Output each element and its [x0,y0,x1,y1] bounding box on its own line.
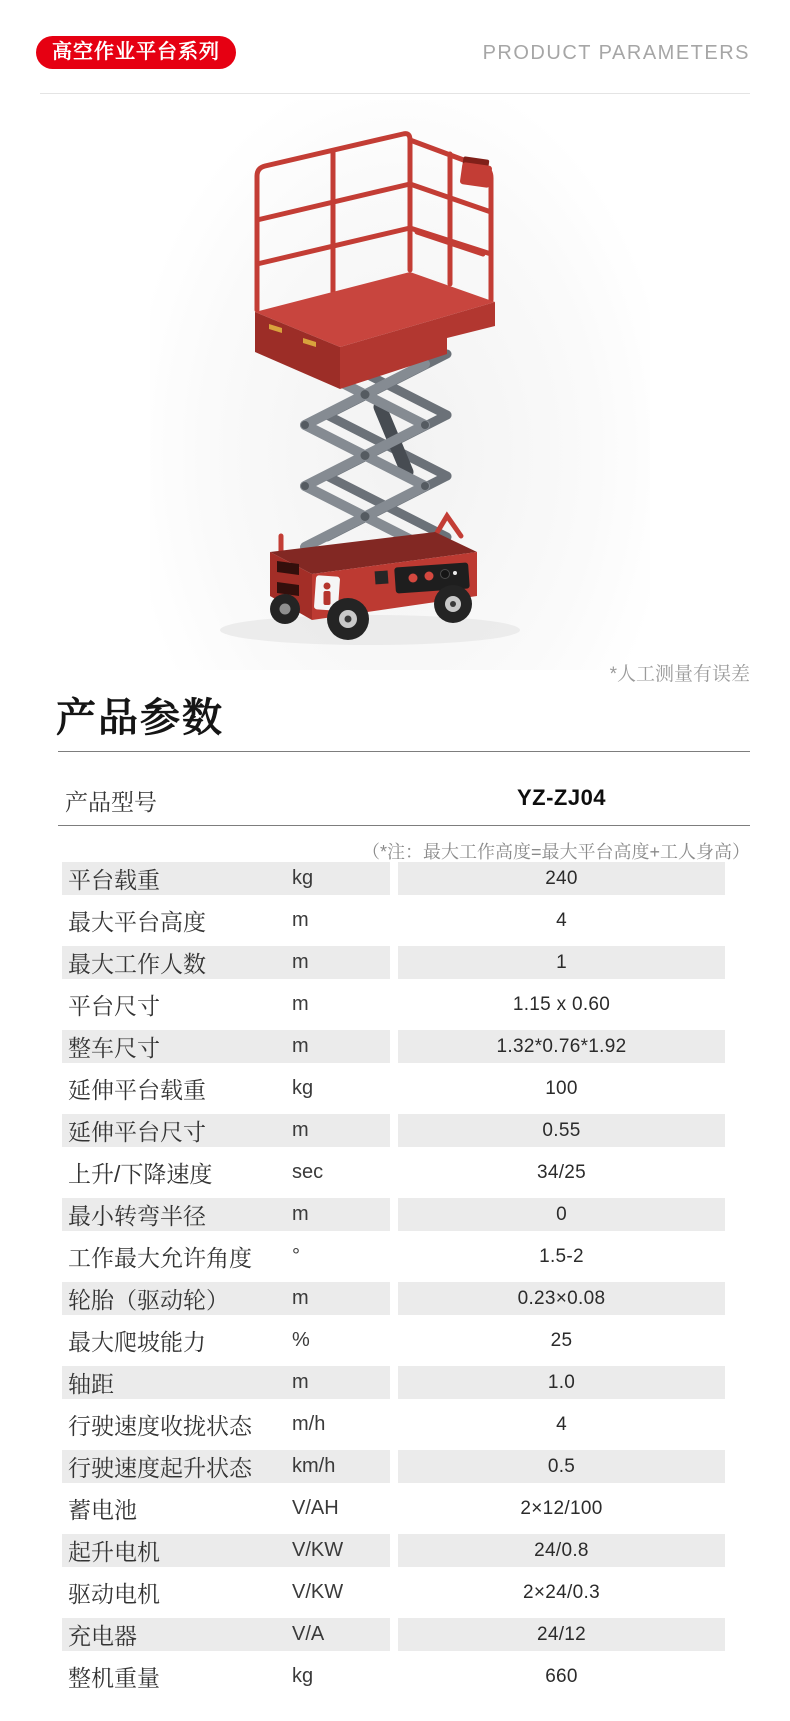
row-value-cell [398,988,725,1021]
row-label: 起升电机 [68,1539,160,1565]
row-value: 0.23×0.08 [517,1287,606,1309]
row-unit: m [292,909,309,931]
row-label: 充电器 [68,1623,137,1649]
row-label: 行驶速度收拢状态 [68,1413,252,1439]
row-unit: kg [292,867,314,889]
row-label-cell [62,904,390,937]
row-label: 平台载重 [68,867,160,893]
row-unit: m [292,1287,309,1309]
row-value-cell [398,1534,725,1567]
row-label: 最小转弯半径 [68,1203,206,1229]
row-label: 行驶速度起升状态 [68,1455,252,1481]
table-row [62,1576,725,1609]
table-row [62,1618,725,1651]
row-value: 25 [550,1329,573,1351]
row-unit: kg [292,1665,314,1687]
row-unit: m/h [292,1413,326,1435]
section-divider [58,751,750,752]
platform-deck [255,272,495,389]
row-value-cell [398,904,725,937]
row-value: 0 [556,1203,567,1225]
table-row [62,1072,725,1105]
row-value: 2×24/0.3 [523,1581,600,1603]
row-unit: V/AH [292,1497,339,1519]
row-value: 240 [545,867,578,889]
row-value: 24/12 [536,1623,587,1645]
row-value-cell [398,1450,725,1483]
row-unit: ° [292,1245,300,1267]
row-label-cell [62,1660,390,1693]
row-label: 延伸平台载重 [68,1077,206,1103]
table-row [62,1408,725,1441]
row-unit: m [292,993,309,1015]
row-value-cell [398,1198,725,1231]
row-label-cell [62,1618,390,1651]
header-divider [40,93,750,94]
row-value: 2×12/100 [520,1497,603,1519]
row-label: 整机重量 [68,1665,160,1691]
row-value: 1.5-2 [539,1245,584,1267]
table-row [62,1282,725,1315]
table-row [62,1114,725,1147]
row-label-cell [62,1324,390,1357]
row-label-cell [62,1450,390,1483]
table-row [62,946,725,979]
header-english-title: PRODUCT PARAMETERS [482,42,750,64]
row-value-cell [398,1072,725,1105]
model-value: YZ-ZJ04 [516,785,607,810]
row-value: 4 [556,1413,567,1435]
table-row [62,1240,725,1273]
row-value: 0.55 [542,1119,581,1141]
table-row [62,1156,725,1189]
row-unit: m [292,1119,309,1141]
row-value: 34/25 [536,1161,587,1183]
row-unit: V/KW [292,1539,344,1561]
row-label: 驱动电机 [68,1581,160,1607]
row-value-cell [398,1030,725,1063]
row-unit: m [292,1035,309,1057]
model-divider [58,825,750,826]
row-label-cell [62,1240,390,1273]
table-row [62,1366,725,1399]
row-value: 100 [545,1077,578,1099]
row-value-cell [398,946,725,979]
row-value-cell [398,1114,725,1147]
row-value-cell [398,1156,725,1189]
row-label: 平台尺寸 [68,993,160,1019]
row-value: 1.15 x 0.60 [512,993,611,1015]
row-value-cell [398,1660,725,1693]
row-label-cell [62,1534,390,1567]
row-label-cell [62,1114,390,1147]
row-value-cell [398,862,725,895]
row-unit: V/KW [292,1581,344,1603]
row-value: 1 [556,951,567,973]
row-label-cell [62,946,390,979]
row-label: 工作最大允许角度 [68,1245,252,1271]
table-note: （*注：最大工作高度=最大平台高度+工人身高） [361,842,750,862]
row-label-cell [62,1030,390,1063]
table-row [62,1534,725,1567]
row-label: 整车尺寸 [68,1035,160,1061]
row-label: 蓄电池 [68,1497,137,1523]
table-row [62,1450,725,1483]
row-label-cell [62,1198,390,1231]
row-label-cell [62,1408,390,1441]
row-unit: m [292,1371,309,1393]
table-row [62,1198,725,1231]
table-row [62,1030,725,1063]
row-label-cell [62,862,390,895]
row-label-cell [62,1492,390,1525]
row-unit: m [292,951,309,973]
row-value-cell [398,1618,725,1651]
row-label-cell [62,1282,390,1315]
row-unit: V/A [292,1623,325,1645]
control-box [460,156,493,188]
model-label: 产品型号 [65,789,157,815]
table-row [62,988,725,1021]
row-label-cell [62,988,390,1021]
row-value-cell [398,1492,725,1525]
row-value-cell [398,1240,725,1273]
row-value-cell [398,1366,725,1399]
row-value: 1.0 [547,1371,576,1393]
row-value-cell [398,1408,725,1441]
row-label: 轮胎（驱动轮） [68,1287,229,1313]
row-value: 0.5 [547,1455,576,1477]
row-label: 最大工作人数 [68,951,206,977]
row-value: 4 [556,909,567,931]
row-unit: m [292,1203,309,1225]
row-value: 660 [545,1665,578,1687]
table-row [62,1492,725,1525]
row-value-cell [398,1576,725,1609]
row-value-cell [398,1324,725,1357]
row-label-cell [62,1072,390,1105]
product-image [150,100,650,670]
row-label: 轴距 [68,1371,114,1397]
scissor-lift-illustration [185,112,605,662]
series-badge: 高空作业平台系列 [36,36,236,69]
row-unit: km/h [292,1455,336,1477]
row-label: 延伸平台尺寸 [68,1119,206,1145]
row-label: 最大平台高度 [68,909,206,935]
row-unit: sec [292,1161,324,1183]
row-label: 上升/下降速度 [68,1161,213,1187]
table-row [62,1324,725,1357]
table-row [62,1660,725,1693]
row-unit: % [292,1329,310,1351]
row-label-cell [62,1576,390,1609]
row-value-cell [398,1282,725,1315]
table-row [62,862,725,895]
row-value: 24/0.8 [534,1539,589,1561]
table-row [62,904,725,937]
measurement-note: *人工测量有误差 [609,664,750,685]
row-unit: kg [292,1077,314,1099]
row-label-cell [62,1156,390,1189]
row-label-cell [62,1366,390,1399]
row-value: 1.32*0.76*1.92 [496,1035,627,1057]
section-title: 产品参数 [56,696,224,740]
row-label: 最大爬坡能力 [68,1329,206,1355]
spec-table [62,862,725,1702]
